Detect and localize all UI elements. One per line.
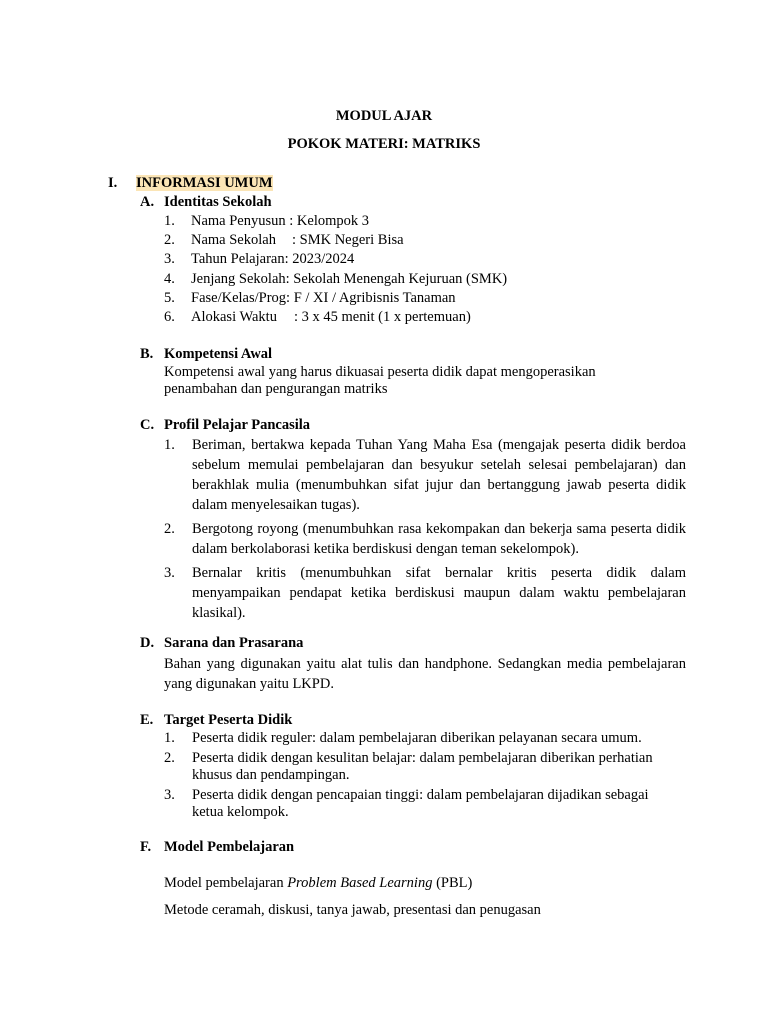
row-number: 3. [164, 251, 175, 267]
row-value: : F / XI / Agribisnis Tanaman [286, 290, 456, 306]
row-label: Fase/Kelas/Prog [191, 290, 287, 306]
subheading-letter: E. [140, 712, 154, 728]
row-label: Nama Sekolah [191, 232, 276, 248]
list-item-number: 2. [164, 750, 175, 766]
row-number: 5. [164, 290, 175, 306]
sarana-text: Bahan yang digunakan yaitu alat tulis dan handphone. Sedangkan media pembelajaran yang digunakan yaitu LKPD. [164, 656, 697, 692]
identity-row [164, 212, 369, 231]
target-list [164, 730, 686, 821]
subheading-letter: A. [140, 194, 155, 210]
row-value: : Kelompok 3 [289, 213, 370, 229]
subheading-profil-pelajar-pancasila [140, 416, 310, 435]
identity-row [164, 289, 456, 308]
subheading-title: Target Peserta Didik [164, 712, 293, 728]
identity-row [164, 308, 471, 327]
subheading-title: Model Pembelajaran [164, 839, 295, 855]
list-item-number: 1. [164, 437, 175, 453]
row-label: Nama Penyusun [191, 213, 286, 229]
section-numeral: I. [108, 175, 118, 191]
row-label: Tahun Pelajaran [191, 251, 285, 267]
row-number: 6. [164, 309, 175, 325]
list-item-text: Beriman, bertakwa kepada Tuhan Yang Maha Esa (mengajak peserta didik berdoa sebelum memulai pembelajaran dan besyukur setelah selesai pembelajaran) dan berakhlak mulia (menumbuhkan sifat jujur dan bertanggung jawab peserta didik dalam menyelesaikan tugas). [192, 437, 686, 513]
document-title: MODUL AJAR [335, 108, 433, 124]
model-text-suffix: (PBL) [432, 875, 473, 891]
model-text-prefix: Model pembelajaran [164, 875, 288, 891]
section-title: INFORMASI UMUM [136, 175, 273, 191]
row-value: : SMK Negeri Bisa [292, 232, 404, 248]
list-item-text: Peserta didik reguler: dalam pembelajaran diberikan pelayanan secara umum. [192, 730, 642, 746]
subheading-letter: C. [140, 417, 155, 433]
list-item [164, 519, 686, 559]
subheading-title: Profil Pelajar Pancasila [164, 417, 311, 433]
row-number: 2. [164, 232, 175, 248]
subheading-target-peserta-didik [140, 711, 292, 730]
subheading-model-pembelajaran [140, 838, 294, 857]
subheading-letter: B. [140, 346, 154, 362]
section-heading-informasi-umum [108, 174, 273, 193]
subheading-sarana-prasarana [140, 634, 303, 653]
subheading-title: Kompetensi Awal [164, 346, 273, 362]
list-item-number: 3. [164, 565, 175, 581]
list-item [164, 435, 686, 515]
identity-row [164, 270, 507, 289]
subheading-letter: F. [140, 839, 152, 855]
kompetensi-text: Kompetensi awal yang harus dikuasai peserta didik dapat mengoperasikan penambahan dan pengurangan matriks [164, 364, 596, 397]
subheading-kompetensi-awal [140, 345, 272, 364]
subheading-title: Identitas Sekolah [164, 194, 272, 210]
list-item [164, 750, 686, 784]
model-name-italic: Problem Based Learning [287, 875, 433, 891]
row-number: 4. [164, 271, 175, 287]
list-item-text: Peserta didik dengan pencapaian tinggi: dalam pembelajaran dijadikan sebagai ketua kelompok. [192, 787, 649, 820]
list-item [164, 730, 686, 747]
row-number: 1. [164, 213, 175, 229]
identity-row [164, 250, 354, 269]
document-subtitle: POKOK MATERI: MATRIKS [287, 136, 481, 152]
subheading-letter: D. [140, 635, 155, 651]
row-label: Jenjang Sekolah [191, 271, 286, 287]
identity-row [164, 231, 404, 250]
list-item-text: Peserta didik dengan kesulitan belajar: dalam pembelajaran diberikan perhatian khusus dan pendampingan. [192, 750, 653, 783]
list-item-text: Bergotong royong (menumbuhkan rasa kekompakan dan bekerja sama peserta didik dalam berkolaborasi ketika berdiskusi dengan teman sekelompok). [192, 521, 686, 557]
list-item [164, 787, 686, 821]
profil-list [164, 435, 686, 623]
row-value: : 2023/2024 [284, 251, 355, 267]
list-item-text: Bernalar kritis (menumbuhkan sifat bernalar kritis peserta didik dalam menyampaikan pendapat ketika berdiskusi maupun dalam waktu pembelajaran klasikal). [192, 565, 686, 621]
subheading-title: Sarana dan Prasarana [164, 635, 304, 651]
model-line-1 [164, 874, 686, 893]
list-item-number: 1. [164, 730, 175, 746]
subheading-identitas-sekolah [140, 193, 272, 212]
row-label: Alokasi Waktu [191, 309, 277, 325]
row-value: : 3 x 45 menit (1 x pertemuan) [294, 309, 471, 325]
model-line-2: Metode ceramah, diskusi, tanya jawab, presentasi dan penugasan [164, 902, 541, 918]
row-value: : Sekolah Menengah Kejuruan (SMK) [285, 271, 508, 287]
list-item [164, 563, 686, 623]
list-item-number: 2. [164, 521, 175, 537]
list-item-number: 3. [164, 787, 175, 803]
